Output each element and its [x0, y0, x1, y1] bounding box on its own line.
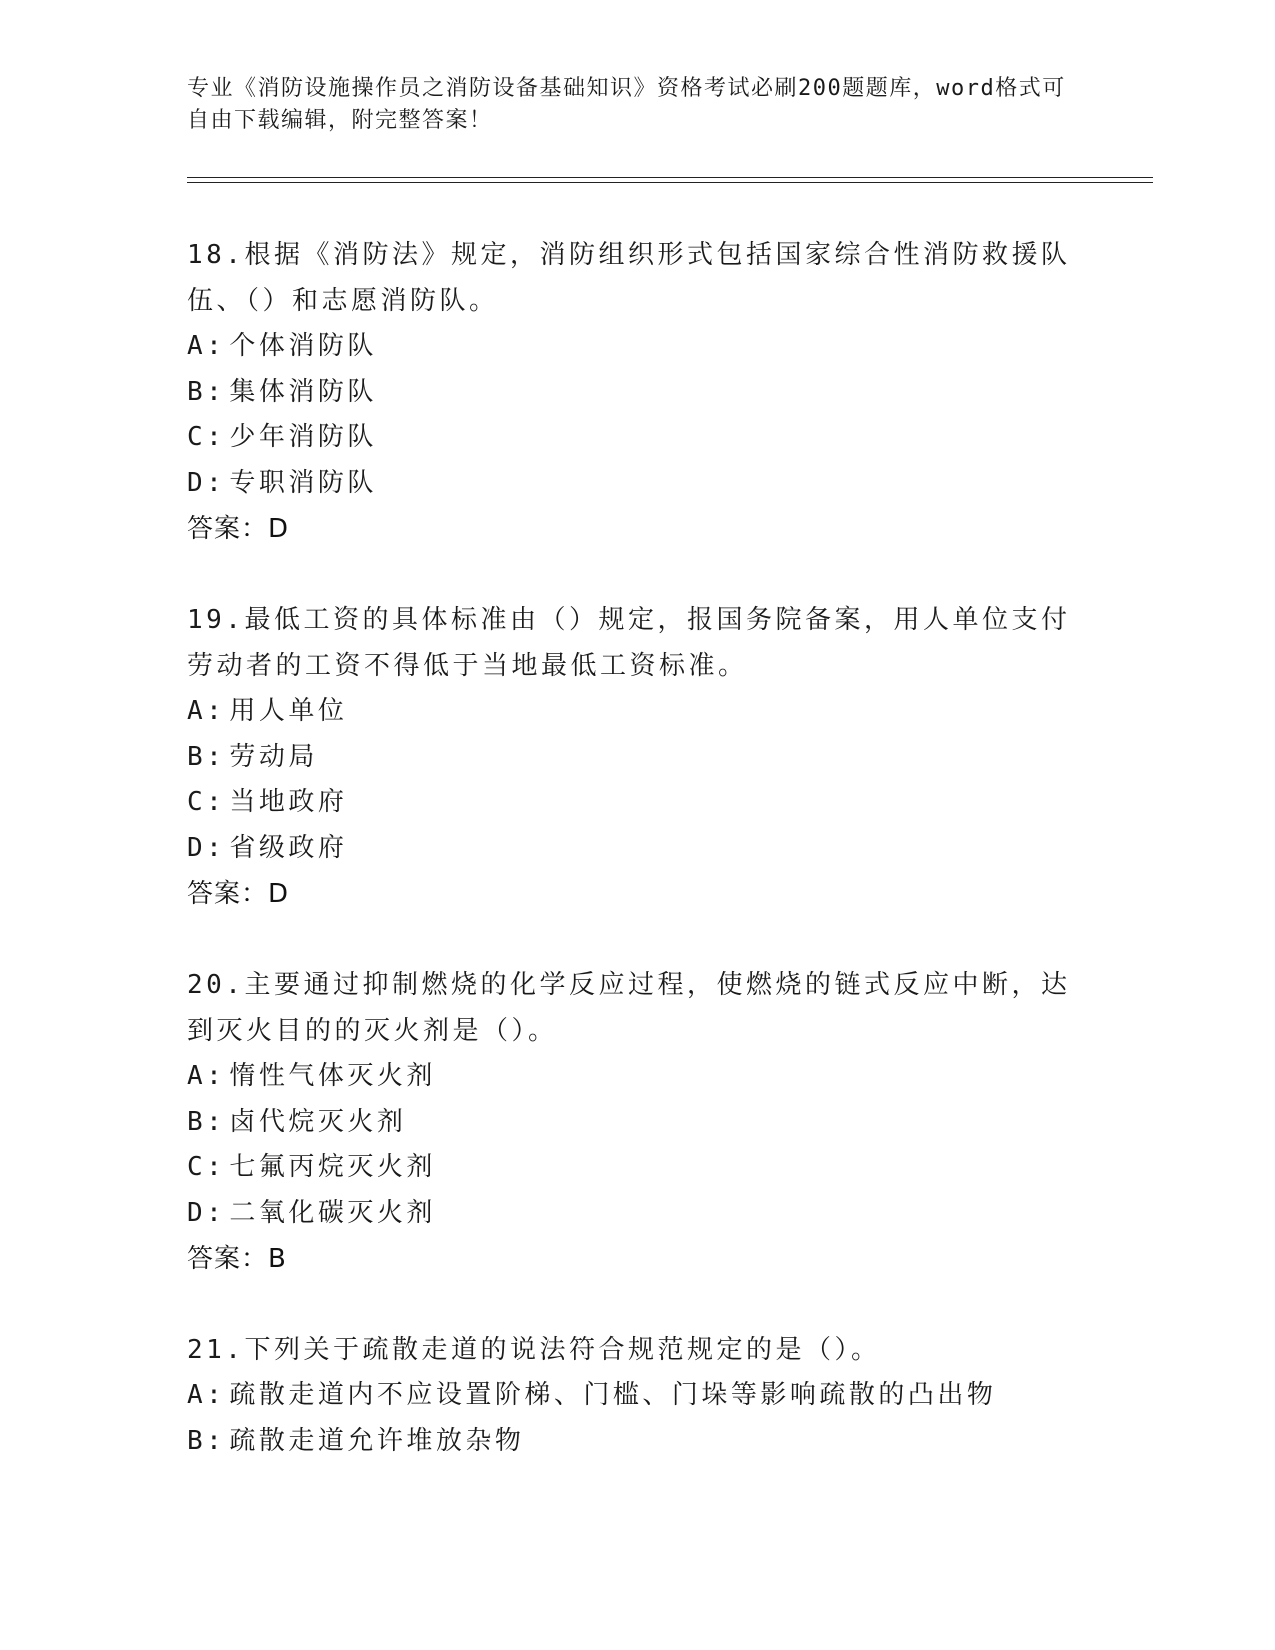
- option-b: [187, 1100, 1087, 1146]
- answer-line: [187, 1236, 1087, 1282]
- question-20: [187, 962, 1087, 1282]
- option-separator: :: [206, 787, 226, 817]
- option-text: 七氟丙烷灭火剂: [229, 1152, 436, 1182]
- question-stem: [187, 232, 1077, 324]
- header-divider-top: [187, 177, 1153, 178]
- option-d: [187, 1191, 1087, 1237]
- option-text: 劳动局: [229, 741, 318, 772]
- option-letter: D: [187, 832, 207, 863]
- option-letter: B: [187, 1106, 207, 1137]
- option-text: 集体消防队: [229, 376, 377, 407]
- option-separator: :: [206, 422, 226, 452]
- answer-value: D: [268, 514, 290, 544]
- question-text: 根据《消防法》规定，消防组织形式包括国家综合性消防救援队伍、（）和志愿消防队。: [187, 240, 1071, 316]
- option-letter: A: [187, 331, 207, 361]
- option-c: [187, 415, 1087, 461]
- option-letter: A: [187, 696, 207, 726]
- question-number: 18.: [187, 240, 245, 270]
- answer-line: [187, 506, 1087, 552]
- option-separator: :: [206, 741, 226, 772]
- answer-label: 答案：: [187, 1244, 269, 1274]
- option-text: 疏散走道内不应设置阶梯、门槛、门垛等影响疏散的凸出物: [229, 1380, 997, 1410]
- answer-value: D: [268, 879, 290, 909]
- option-letter: D: [187, 1197, 207, 1228]
- option-d: [187, 461, 1087, 507]
- header-divider-bottom: [187, 182, 1153, 183]
- option-separator: :: [206, 832, 226, 863]
- question-21: [187, 1327, 1087, 1464]
- option-c: [187, 780, 1087, 826]
- option-c: [187, 1145, 1087, 1191]
- option-b: [187, 1419, 1087, 1465]
- question-number: 20.: [187, 970, 245, 1000]
- option-text: 疏散走道允许堆放杂物: [229, 1425, 525, 1456]
- option-b: [187, 370, 1087, 416]
- option-text: 个体消防队: [229, 331, 377, 361]
- option-separator: :: [206, 1425, 226, 1456]
- option-text: 少年消防队: [229, 422, 377, 452]
- option-text: 专职消防队: [229, 467, 377, 498]
- option-letter: B: [187, 741, 207, 772]
- option-separator: :: [206, 331, 226, 361]
- question-text: 最低工资的具体标准由（）规定，报国务院备案，用人单位支付劳动者的工资不得低于当地最低工资标准。: [187, 605, 1071, 681]
- option-text: 省级政府: [229, 832, 348, 863]
- question-stem: [187, 962, 1077, 1054]
- option-text: 用人单位: [229, 696, 348, 726]
- question-text: 下列关于疏散走道的说法符合规范规定的是（）。: [244, 1335, 881, 1365]
- question-number: 19.: [187, 605, 245, 635]
- option-separator: :: [206, 1152, 226, 1182]
- question-19: [187, 597, 1087, 917]
- option-text: 惰性气体灭火剂: [229, 1061, 436, 1091]
- option-letter: A: [187, 1380, 207, 1410]
- option-a: [187, 689, 1087, 735]
- option-b: [187, 735, 1087, 781]
- option-separator: :: [206, 467, 226, 498]
- question-18: [187, 232, 1087, 552]
- option-separator: :: [206, 1380, 226, 1410]
- option-a: [187, 1373, 1087, 1419]
- option-letter: B: [187, 1425, 207, 1456]
- option-a: [187, 1054, 1087, 1100]
- option-text: 当地政府: [229, 787, 348, 817]
- answer-label: 答案：: [187, 879, 269, 909]
- question-text: 主要通过抑制燃烧的化学反应过程，使燃烧的链式反应中断，达到灭火目的的灭火剂是（）。: [187, 970, 1071, 1046]
- option-d: [187, 826, 1087, 872]
- option-separator: :: [206, 1106, 226, 1137]
- option-letter: C: [187, 1152, 207, 1182]
- option-separator: :: [206, 1061, 226, 1091]
- option-a: [187, 324, 1087, 370]
- document-header: 专业《消防设施操作员之消防设备基础知识》资格考试必刷200题题库，word格式可自由下载编辑，附完整答案！: [187, 76, 1066, 133]
- option-letter: C: [187, 422, 207, 452]
- option-letter: C: [187, 787, 207, 817]
- option-text: 卤代烷灭火剂: [229, 1106, 407, 1137]
- option-separator: :: [206, 1197, 226, 1228]
- option-letter: D: [187, 467, 207, 498]
- answer-line: [187, 871, 1087, 917]
- option-separator: :: [206, 376, 226, 407]
- question-stem: [187, 597, 1077, 689]
- option-letter: A: [187, 1061, 207, 1091]
- option-text: 二氧化碳灭火剂: [229, 1197, 436, 1228]
- question-number: 21.: [187, 1335, 245, 1365]
- answer-label: 答案：: [187, 514, 269, 544]
- question-stem: [187, 1327, 1077, 1373]
- answer-value: B: [268, 1244, 287, 1274]
- question-list: [187, 232, 1087, 1509]
- option-separator: :: [206, 696, 226, 726]
- option-letter: B: [187, 376, 207, 407]
